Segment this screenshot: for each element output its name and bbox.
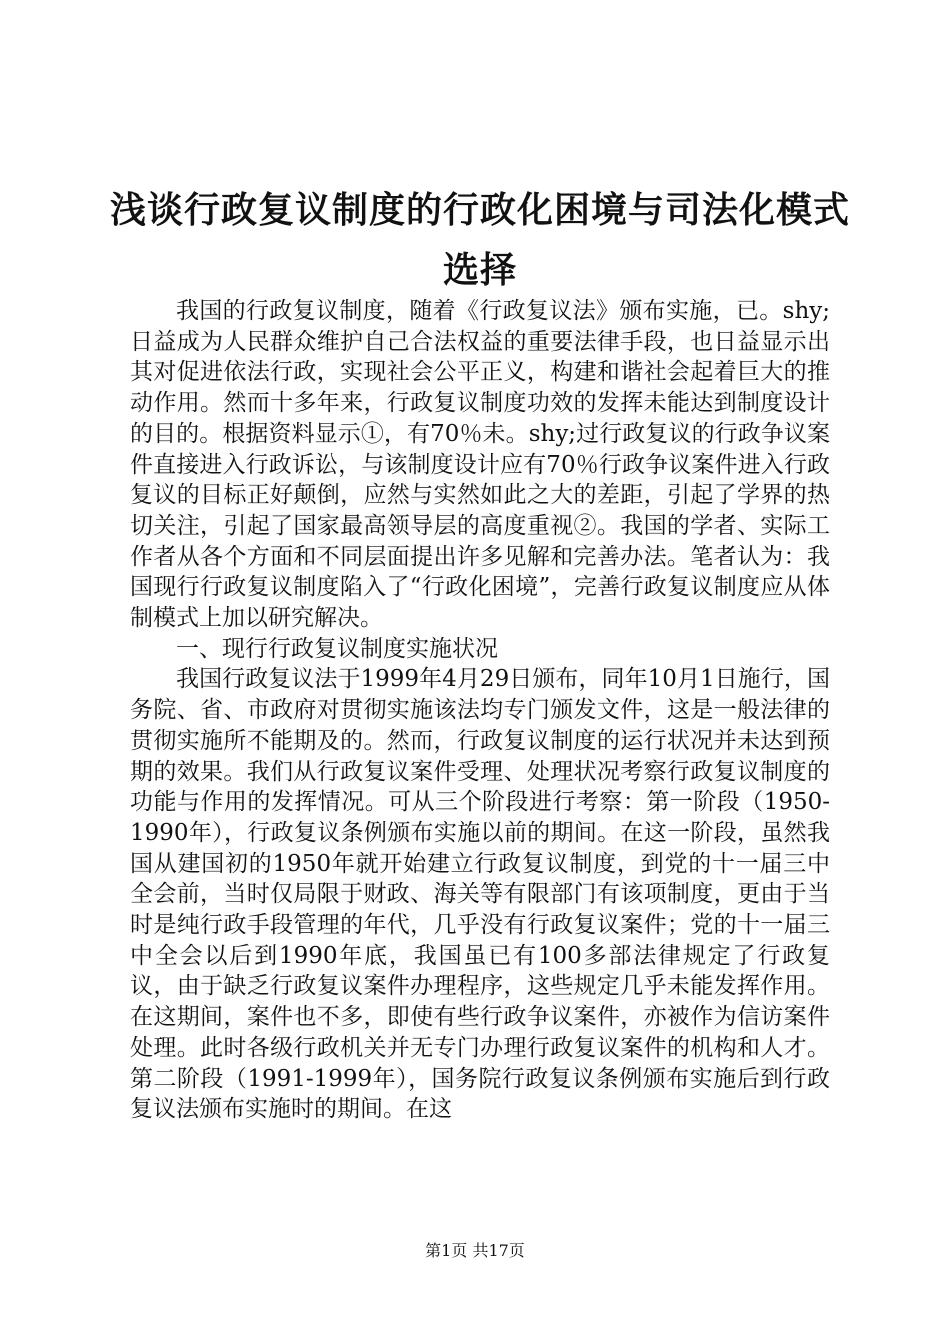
document-body [130,296,830,1125]
paragraph-intro: 我国的行政复议制度，随着《行政复议法》颁布实施，已。shy;日益成为人民群众维护自己合法权益的重要法律手段，也日益显示出其对促进依法行政，实现社会公平正义，构建和谐社会起着巨大的推动作用。然而十多年来，行政复议制度功效的发挥未能达到制度设计的目的。根据资料显示①，有70％未。shy;过行政复议的行政争议案件直接进入行政诉讼，与该制度设计应有70％行政争议案件进入行政复议的目标正好颠倒，应然与实然如此之大的差距，引起了学界的热切关注，引起了国家最高领导层的高度重视②。我国的学者、实际工作者从各个方面和不同层面提出许多见解和完善办法。笔者认为：我国现行行政复议制度陷入了“行政化困境”，完善行政复议制度应从体制模式上加以研究解决。 [130,298,830,632]
page-number-footer: 第1页 共17页 [425,1241,525,1260]
document-title-line-2: 选择 [442,249,517,291]
document-title-line-1: 浅谈行政复议制度的行政化困境与司法化模式 [110,189,851,231]
paragraph-status: 我国行政复议法于1999年4月29日颁布，同年10月1日施行，国务院、省、市政府对贯彻实施该法均专门颁发文件，这是一般法律的贯彻实施所不能期及的。然而，行政复议制度的运行状况并未达到预期的效果。我们从行政复议案件受理、处理状况考察行政复议制度的功能与作用的发挥情况。可从三个阶段进行考察：第一阶段（1950-1990年），行政复议条例颁布实施以前的期间。在这一阶段，虽然我国从建国初的1950年就开始建立行政复议制度，到党的十一届三中全会前，当时仅局限于财政、海关等有限部门有该项制度，更由于当时是纯行政手段管理的年代，几乎没有行政复议案件；党的十一届三中全会以后到1990年底，我国虽已有100多部法律规定了行政复议，由于缺乏行政复议案件办理程序，这些规定几乎未能发挥作用。在这期间，案件也不多，即使有些行政争议案件，亦被作为信访案件处理。此时各级行政机关并无专门办理行政复议案件的机构和人才。第二阶段（1991-1999年），国务院行政复议条例颁布实施后到行政复议法颁布实施时的期间。在这 [130,666,830,1123]
section-heading: 一、现行行政复议制度实施状况 [176,635,498,662]
